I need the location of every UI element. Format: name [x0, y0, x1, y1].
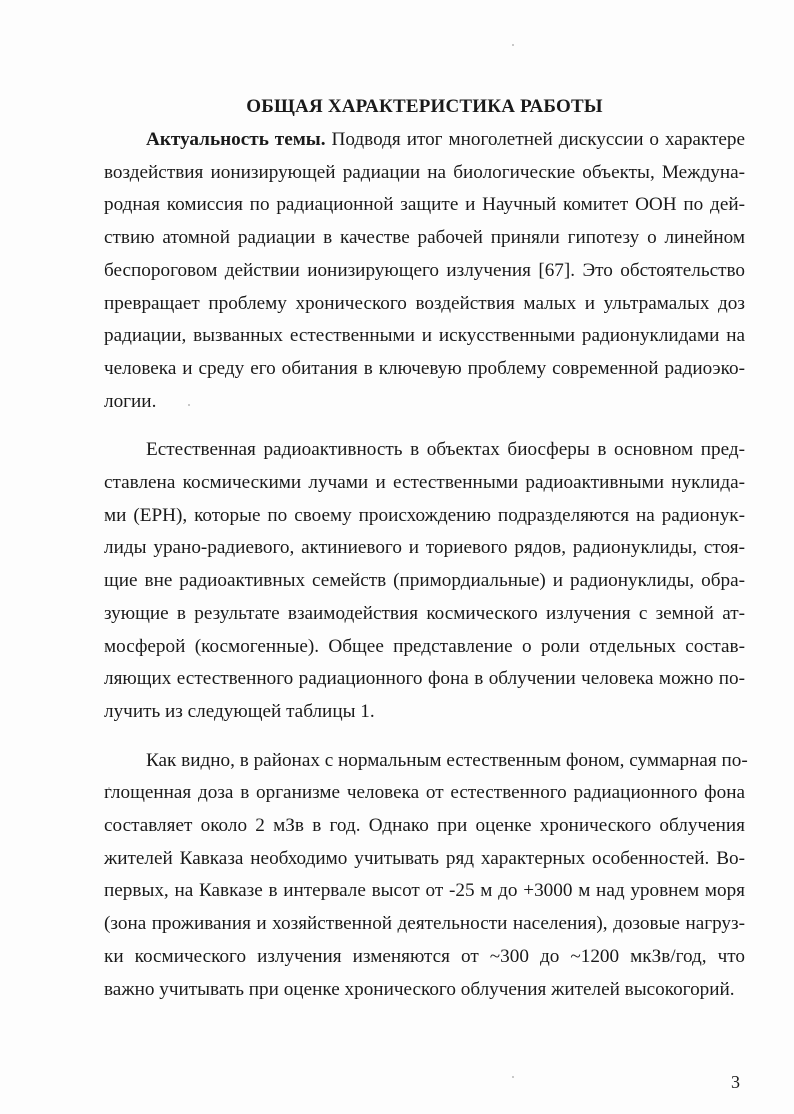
text-line: ляющих естественного радиационного фона в облучении человека можно по- — [104, 668, 745, 690]
text-line: мосферой (космогенные). Общее представление о роли отдельных состав- — [104, 635, 745, 657]
page-title: ОБЩАЯ ХАРАКТЕРИСТИКА РАБОТЫ — [246, 96, 603, 117]
text-line: превращает проблему хронического воздействия малых и ультрамалых доз — [104, 292, 745, 314]
text-line: (зона проживания и хозяйственной деятельности населения), дозовые нагруз- — [104, 913, 745, 935]
text-line: ставлена космическими лучами и естественными радиоактивными нуклида- — [104, 472, 745, 494]
text-line: лиды урано-радиевого, актиниевого и ториевого рядов, радионуклиды, стоя- — [104, 537, 745, 559]
text-line: ми (ЕРН), которые по своему происхождению подразделяются на радионук- — [104, 504, 745, 526]
paragraph-lead: Актуальность темы. — [146, 129, 326, 150]
text-line: логии. — [104, 390, 157, 412]
text-line: первых, на Кавказе в интервале высот от -25 м до +3000 м над уровнем моря — [104, 880, 745, 902]
text-line: жителей Кавказа необходимо учитывать ряд характерных особенностей. Во- — [104, 847, 745, 869]
text-line: ствию атомной радиации в качестве рабочей приняли гипотезу о линейном — [104, 227, 745, 249]
text-line: зующие в результате взаимодействия космического излучения с земной ат- — [104, 602, 745, 624]
text-line: важно учитывать при оценке хронического облучения жителей высокогорий. — [104, 978, 735, 1000]
paragraph-relevance — [104, 124, 745, 418]
text-line: Как видно, в районах с нормальным естественным фоном, суммарная по- — [146, 749, 748, 771]
text-line: воздействия ионизирующей радиации на биологические объекты, Междуна- — [104, 161, 745, 183]
page-number: 3 — [731, 1072, 740, 1092]
text-line: Естественная радиоактивность в объектах биосферы в основном пред- — [146, 439, 745, 461]
paragraph-caucasus-dose — [104, 745, 748, 1007]
text-line: Актуальность темы. Подводя итог многолетней дискуссии о характере — [146, 129, 746, 150]
scan-speck — [512, 1076, 514, 1078]
scan-speck — [512, 44, 514, 46]
text-line: радиации, вызванных естественными и искусственными радионуклидами на — [104, 325, 745, 347]
text-line: глощенная доза в организме человека от естественного радиационного фона — [104, 782, 745, 804]
text-line: беспороговом действии ионизирующего излучения [67]. Это обстоятельство — [104, 259, 745, 281]
text-line: человека и среду его обитания в ключевую проблему современной радиоэко- — [104, 357, 745, 379]
paragraph-natural-radioactivity — [104, 434, 745, 728]
text-line: ки космического излучения изменяются от ~300 до ~1200 мкЗв/год, что — [104, 945, 745, 967]
text-line: составляет около 2 мЗв в год. Однако при оценке хронического облучения — [104, 815, 745, 837]
text-line: щие вне радиоактивных семейств (примордиальные) и радионуклиды, обра- — [104, 570, 745, 592]
text-line: лучить из следующей таблицы 1. — [104, 700, 375, 722]
text-line: родная комиссия по радиационной защите и Научный комитет ООН по дей- — [104, 194, 745, 216]
document-body — [104, 92, 748, 1006]
